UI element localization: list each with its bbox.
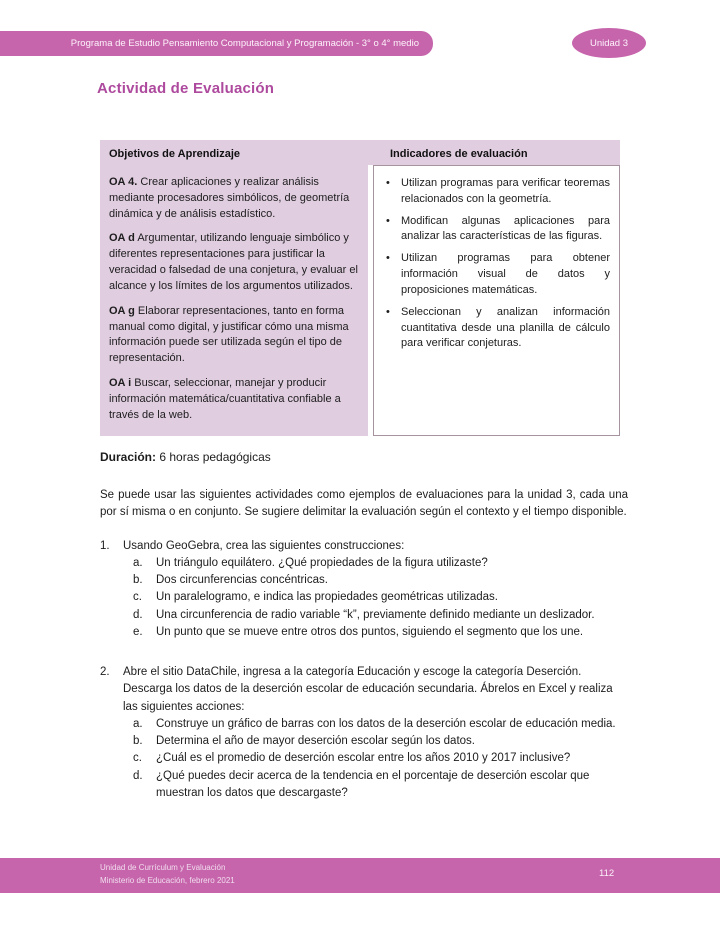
sub-item xyxy=(133,768,628,803)
indicator-item xyxy=(386,305,610,352)
oa-item xyxy=(109,175,359,222)
sub-text: Dos circunferencias concéntricas. xyxy=(156,574,328,586)
bullet-icon: • xyxy=(386,177,390,189)
activity-text: Abre el sitio DataChile, ingresa a la categoría Educación y escoge la categoría Deserción. Descarga los datos de la deserción escolar de educación secundaria. Ábrelos en Excel y realiza las siguientes acciones: xyxy=(123,666,613,713)
footer-page-number: 112 xyxy=(599,868,615,879)
sub-text: Construye un gráfico de barras con los datos de la deserción escolar de educación media. xyxy=(156,717,616,730)
program-banner: Programa de Estudio Pensamiento Computacional y Programación - 3° o 4° medio xyxy=(0,31,433,56)
table-header-row xyxy=(100,140,620,165)
sub-letter: b. xyxy=(133,735,143,747)
footer-org-line1: Unidad de Currículum y Evaluación xyxy=(100,863,226,872)
objetivos-cell xyxy=(100,165,368,436)
oa-code: OA i xyxy=(109,377,132,390)
bullet-icon: • xyxy=(386,252,390,265)
sub-text: Determina el año de mayor deserción escolar según los datos. xyxy=(156,735,475,747)
sub-item xyxy=(133,589,628,606)
sub-item xyxy=(133,572,628,589)
activity-sublist xyxy=(133,716,628,802)
indicator-text: Utilizan programas para verificar teoremas relacionados con la geometría. xyxy=(401,177,610,205)
oa-text: Argumentar, utilizando lenguaje simbólico y diferentes representaciones para justificar la veracidad o falsedad de una conjetura, y evaluar el alcance y los límites de los argumentos utilizados. xyxy=(109,232,358,292)
body-content xyxy=(100,448,628,825)
sub-text: Un paralelogramo, e indica las propiedades geométricas utilizadas. xyxy=(156,591,498,604)
indicator-text: Modifican algunas aplicaciones para analizar las características de las figuras. xyxy=(401,214,610,243)
indicator-item xyxy=(386,251,610,298)
sub-letter: b. xyxy=(133,574,143,586)
table-header-indicadores: Indicadores de evaluación xyxy=(390,148,528,160)
sub-item xyxy=(133,733,628,750)
sub-text: Un punto que se mueve entre otros dos puntos, siguiendo el segmento que los une. xyxy=(156,625,584,638)
duration-value: 6 horas pedagógicas xyxy=(156,450,271,464)
activity-number: 1. xyxy=(100,539,110,552)
objectives-indicators-table xyxy=(100,140,620,436)
sub-letter: a. xyxy=(133,717,143,730)
indicator-item xyxy=(386,176,610,208)
intro-paragraph: Se puede usar las siguientes actividades como ejemplos de evaluaciones para la unidad 3, cada una por sí misma o en conjunto. Se sugiere delimitar la evaluación según el contexto y el tiempo disponible. xyxy=(100,489,628,519)
footer-org-line2: Ministerio de Educación, febrero 2021 xyxy=(100,875,235,885)
sub-item xyxy=(133,607,628,624)
sub-letter: c. xyxy=(133,591,142,604)
sub-item xyxy=(133,750,628,767)
oa-item xyxy=(109,376,359,423)
indicator-text: Utilizan programas para obtener información visual de datos y proposiciones matemáticas. xyxy=(401,252,610,296)
oa-item xyxy=(109,304,359,367)
footer-org-block xyxy=(100,862,235,888)
sub-text: Un triángulo equilátero. ¿Qué propiedades de la figura utilizaste? xyxy=(156,556,488,569)
sub-item xyxy=(133,716,628,733)
activity-number: 2. xyxy=(100,666,110,678)
footer-bar xyxy=(0,858,720,893)
sub-letter: d. xyxy=(133,769,143,782)
activity-item-1 xyxy=(100,538,628,642)
bullet-icon: • xyxy=(386,214,390,227)
sub-letter: a. xyxy=(133,556,143,569)
bullet-icon: • xyxy=(386,305,390,318)
table-body-row xyxy=(100,165,620,436)
sub-letter: d. xyxy=(133,608,143,621)
activity-text: Usando GeoGebra, crea las siguientes construcciones: xyxy=(123,539,405,552)
sub-item xyxy=(133,624,628,641)
activity-heading xyxy=(100,664,628,716)
table-header-objetivos: Objetivos de Aprendizaje xyxy=(109,148,241,160)
oa-text: Crear aplicaciones y realizar análisis mediante procesadores simbólicos, de geometría dinámica y de análisis estadístico. xyxy=(109,176,350,220)
oa-code: OA g xyxy=(109,304,135,317)
sub-letter: c. xyxy=(133,752,142,765)
sub-text: ¿Cuál es el promedio de deserción escolar entre los años 2010 y 2017 inclusive? xyxy=(156,752,571,765)
oa-item xyxy=(109,231,359,294)
activity-sublist xyxy=(133,555,628,641)
oa-code: OA 4. xyxy=(109,176,138,188)
sub-text: Una circunferencia de radio variable “k”, previamente definido mediante un deslizador. xyxy=(156,608,595,621)
oa-code: OA d xyxy=(109,232,135,245)
sub-text: ¿Qué puedes decir acerca de la tendencia en el porcentaje de deserción escolar que muestran los datos que descargaste? xyxy=(156,769,590,799)
sub-item xyxy=(133,555,628,572)
oa-text: Buscar, seleccionar, manejar y producir información matemática/cuantitativa confiable a través de la web. xyxy=(109,377,341,421)
sub-letter: e. xyxy=(133,625,143,638)
activity-heading xyxy=(100,538,628,555)
oa-text: Elaborar representaciones, tanto en forma manual como digital, y justificar cómo una misma información puede ser utilizada según el tipo de representación. xyxy=(109,304,349,365)
indicator-text: Seleccionan y analizan información cuantitativa desde una planilla de cálculo para verificar conjeturas. xyxy=(401,305,610,350)
duration-line xyxy=(100,448,628,466)
indicadores-cell xyxy=(373,165,620,436)
activity-item-2 xyxy=(100,664,628,802)
page-title: Actividad de Evaluación xyxy=(97,80,275,97)
indicator-item xyxy=(386,214,610,246)
unit-badge: Unidad 3 xyxy=(572,28,646,58)
duration-label: Duración: xyxy=(100,450,157,464)
